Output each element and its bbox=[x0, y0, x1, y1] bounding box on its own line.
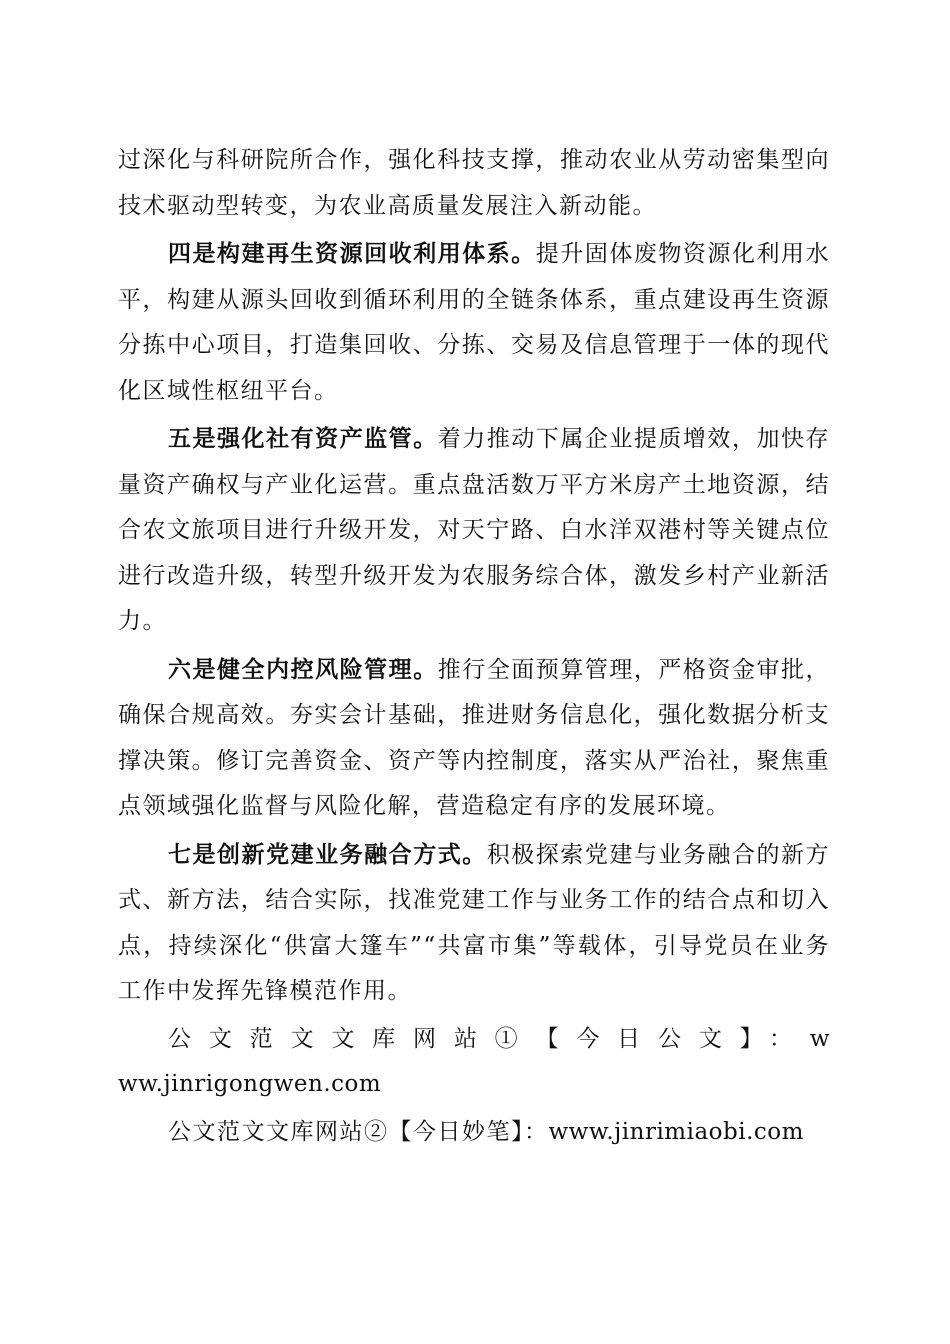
paragraph-item-four bbox=[118, 231, 830, 414]
paragraph-item-six bbox=[118, 647, 830, 830]
paragraph-lead: 四是构建再生资源回收利用体系。 bbox=[168, 240, 536, 267]
website-line-two bbox=[118, 1110, 830, 1156]
paragraph-lead: 七是创新党建业务融合方式。 bbox=[168, 840, 487, 868]
website-label: 公文范文文库网站②【今日妙笔】： bbox=[168, 1118, 549, 1145]
paragraph-item-five bbox=[118, 416, 830, 645]
paragraph-lead: 六是健全内控风险管理。 bbox=[168, 655, 438, 683]
paragraph-text: 推行全面预算管理，严格资金审批，确保合规高效。夯实会计基础，推进财务信息化，强化数据分析支撑决策。修订完善资金、资产等内控制度，落实从严治社，聚焦重点领域强化监督与风险化解，营造稳定有序的发展环境。 bbox=[118, 656, 831, 819]
website-label: 公文范文文库网站①【今日公文】： bbox=[168, 1025, 810, 1052]
paragraph-lead: 五是强化社有资产监管。 bbox=[168, 425, 438, 452]
paragraph-text: 着力推动下属企业提质增效，加快存量资产确权与产业化运营。重点盘活数万平方米房产土地资源，结合农文旅项目进行升级开发，对天宁路、白水洋双港村等关键点位进行改造升级，转型升级开发为农服务综合体，激发乡村产业新活力。 bbox=[118, 426, 831, 634]
website-line-one bbox=[118, 1017, 830, 1108]
paragraph-text: 提升固体废物资源化利用水平，构建从源头回收到循环利用的全链条体系，重点建设再生资源分拣中心项目，打造集回收、分拣、交易及信息管理于一体的现代化区域性枢纽平台。 bbox=[118, 241, 831, 404]
paragraph-continuation bbox=[118, 138, 830, 229]
website-link[interactable]: www.jinrimiaobi.com bbox=[548, 1118, 804, 1145]
website-link[interactable]: www.jinrigongwen.com bbox=[118, 1025, 830, 1097]
document-page bbox=[118, 138, 830, 1155]
paragraph-text: 过深化与科研院所合作，强化科技支撑，推动农业从劳动密集型向技术驱动型转变，为农业高质量发展注入新动能。 bbox=[118, 147, 830, 219]
paragraph-text: 积极探索党建与业务融合的新方式、新方法，结合实际，找准党建工作与业务工作的结合点和切入点，持续深化“供富大篷车”“共富市集”等载体，引导党员在业务工作中发挥先锋模范作用。 bbox=[118, 841, 831, 1004]
paragraph-item-seven bbox=[118, 832, 830, 1015]
